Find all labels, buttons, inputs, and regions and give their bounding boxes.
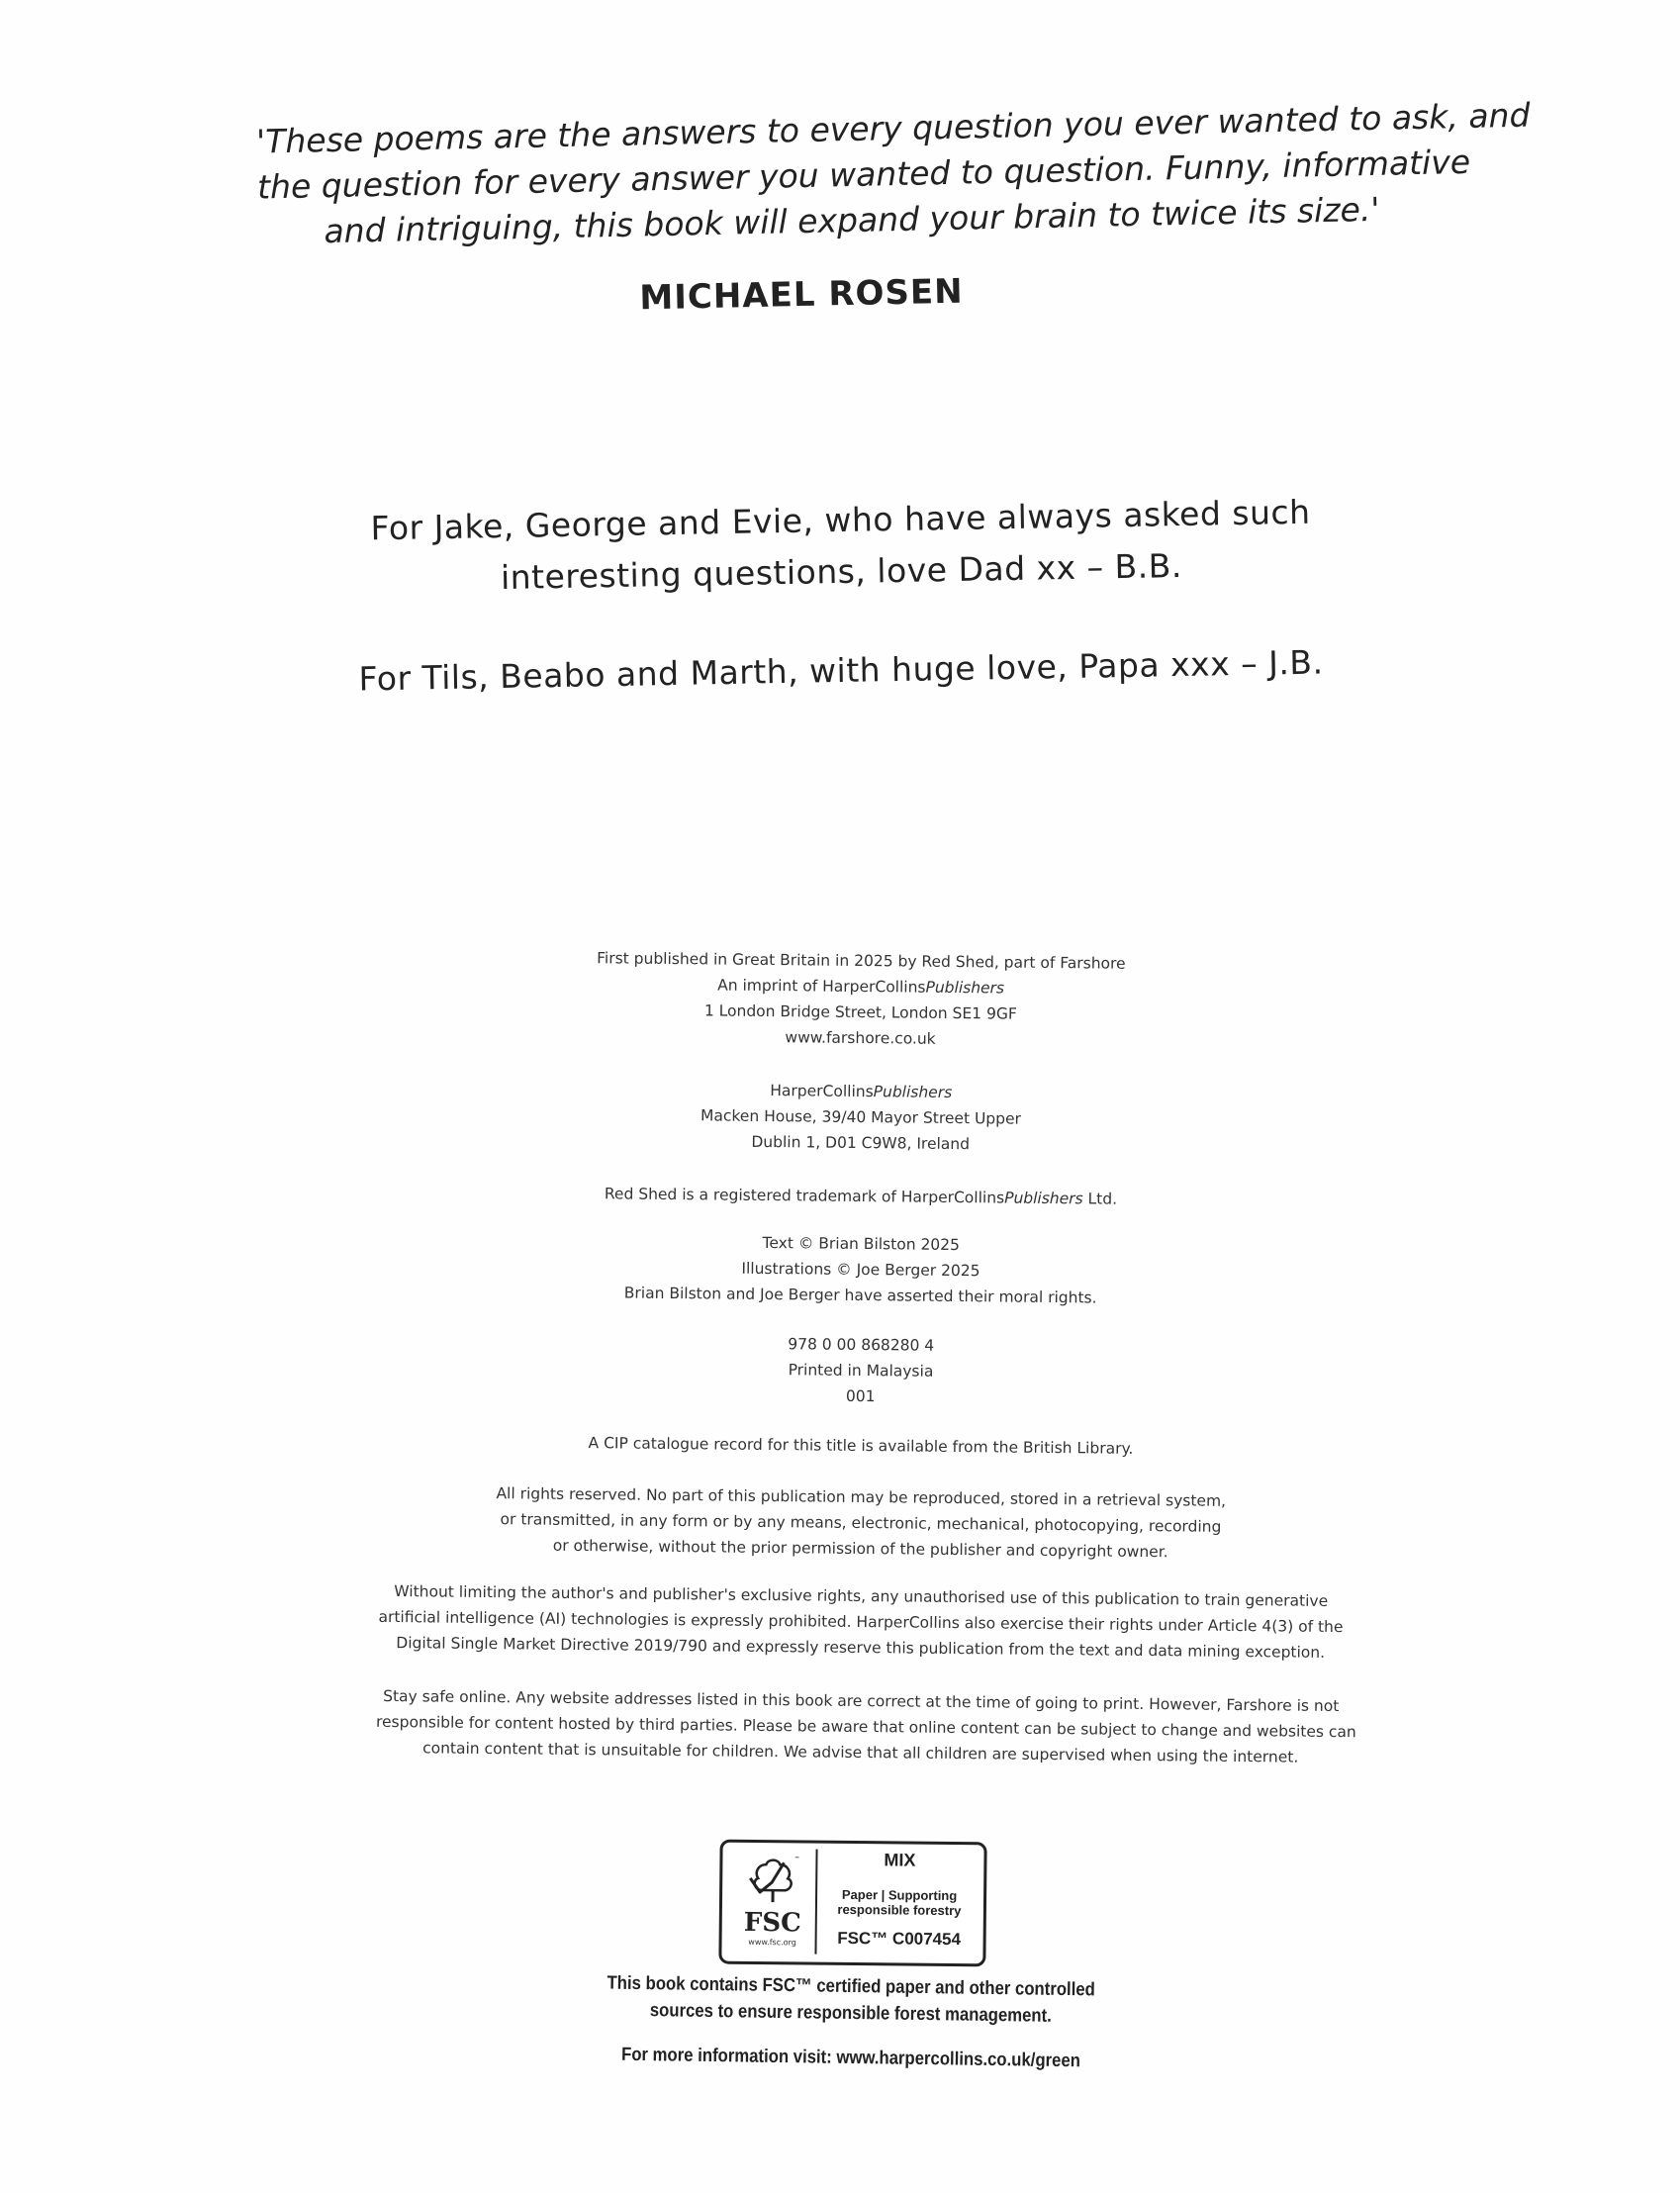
- rights-line: All rights reserved. No part of this publication may be reproduced, stored in a retrieval system,: [496, 1484, 1227, 1510]
- ai-notice: [376, 1578, 1347, 1666]
- printed-in: Printed in Malaysia: [788, 1361, 934, 1381]
- trademark-text: Red Shed is a registered trademark of HarperCollins: [604, 1185, 1005, 1207]
- dedication-bb: [296, 485, 1386, 607]
- fsc-logo: [729, 1849, 817, 1955]
- dedication-line: interesting questions, love Dad xx – B.B.: [500, 545, 1183, 598]
- fsc-letters: FSC: [743, 1907, 801, 1939]
- fsc-statement-line: sources to ensure responsible forest management.: [649, 2000, 1052, 2027]
- fsc-website: www.fsc.org: [748, 1937, 796, 1948]
- fsc-statement: [519, 1968, 1181, 2031]
- fsc-more-info: [519, 2040, 1181, 2075]
- review-quote: [255, 94, 1531, 255]
- trademark-notice: [376, 1179, 1346, 1214]
- quote-line: 'These poems are the answers to every question you ever wanted to ask, and: [255, 95, 1531, 161]
- fsc-mix-label: MIX: [884, 1850, 916, 1870]
- fsc-tree-checkmark-icon: [744, 1853, 802, 1905]
- ai-line: Without limiting the author's and publisher's exclusive rights, any unauthorised use of this publication to train generative: [394, 1582, 1329, 1610]
- fsc-paper-line: Paper | Supporting: [841, 1886, 958, 1904]
- fsc-more-info-line: For more information visit: www.harpercollins.co.uk/green: [620, 2044, 1081, 2072]
- safety-line: Stay safe online. Any website addresses listed in this book are correct at the time of going to print. However, Farshore is not: [383, 1686, 1340, 1716]
- safety-line: contain content that is unsuitable for children. We advise that all children are supervised when using the internet.: [422, 1739, 1299, 1766]
- rights-line: or transmitted, in any form or by any means, electronic, mechanical, photocopying, recording: [500, 1510, 1222, 1536]
- quote-line: and intriguing, this book will expand your brain to twice its size.': [324, 189, 1380, 251]
- dedication-jb: [297, 635, 1386, 706]
- online-safety-notice: [375, 1683, 1356, 1770]
- copyright-notice: [376, 1226, 1347, 1313]
- cip-notice: [376, 1428, 1346, 1464]
- fsc-label: [718, 1840, 986, 1967]
- publication-line: First published in Great Britain in 2025 by Red Shed, part of Farshore: [597, 949, 1126, 973]
- isbn-block: [376, 1327, 1347, 1414]
- print-number: 001: [845, 1386, 876, 1406]
- imprint-italic: Publishers: [925, 978, 1005, 998]
- address-line: 1 London Bridge Street, London SE1 9GF: [703, 1001, 1017, 1023]
- ai-line: Digital Single Market Directive 2019/790 and expressly reserve this publication from the text and data mining exception.: [396, 1634, 1326, 1662]
- rights-notice: [376, 1479, 1347, 1567]
- fsc-statement-line: This book contains FSC™ certified paper and other controlled: [607, 1972, 1095, 2001]
- website-line: www.farshore.co.uk: [785, 1028, 936, 1048]
- quote-line: the question for every answer you wanted to question. Funny, informative: [256, 142, 1471, 207]
- address-line: Dublin 1, D01 C9W8, Ireland: [751, 1132, 971, 1154]
- publisher-italic: Publishers: [873, 1083, 953, 1101]
- fsc-paper-line: responsible forestry: [837, 1901, 962, 1919]
- dublin-address: [376, 1074, 1347, 1161]
- fsc-paper-label: [825, 1887, 974, 1919]
- rights-line: or otherwise, without the prior permission of the publisher and copyright owner.: [552, 1536, 1168, 1562]
- publisher-text: HarperCollins: [770, 1082, 874, 1101]
- ai-line: artificial intelligence (AI) technologies is expressly prohibited. HarperCollins also exercise their rights under Article 4(3) of the: [378, 1607, 1344, 1637]
- copyright-line: Brian Bilston and Joe Berger have asserted their moral rights.: [623, 1284, 1097, 1307]
- safety-line: responsible for content hosted by third parties. Please be aware that online content can be subject to change and websites can: [375, 1712, 1356, 1742]
- dedication-line: For Tils, Beabo and Marth, with huge love, Papa xxx – J.B.: [358, 642, 1324, 699]
- svg-text:™: ™: [793, 1856, 800, 1863]
- copyright-line: Text © Brian Bilston 2025: [762, 1233, 961, 1255]
- trademark-suffix: Ltd.: [1082, 1190, 1118, 1208]
- trademark-italic: Publishers: [1004, 1189, 1083, 1208]
- address-line: Macken House, 39/40 Mayor Street Upper: [700, 1106, 1022, 1128]
- quote-attribution: MICHAEL ROSEN: [639, 271, 964, 319]
- imprint-text: An imprint of HarperCollins: [717, 976, 926, 997]
- cip-line: A CIP catalogue record for this title is available from the British Library.: [588, 1434, 1134, 1458]
- trademark-line: [376, 1179, 1346, 1214]
- dedication-line: For Jake, George and Evie, who have always asked such: [370, 492, 1311, 548]
- copyright-line: Illustrations © Joe Berger 2025: [741, 1259, 980, 1281]
- isbn: 978 0 00 868280 4: [788, 1335, 935, 1355]
- fsc-license-code: FSC™ C007454: [837, 1928, 962, 1950]
- publication-details: [375, 943, 1346, 1056]
